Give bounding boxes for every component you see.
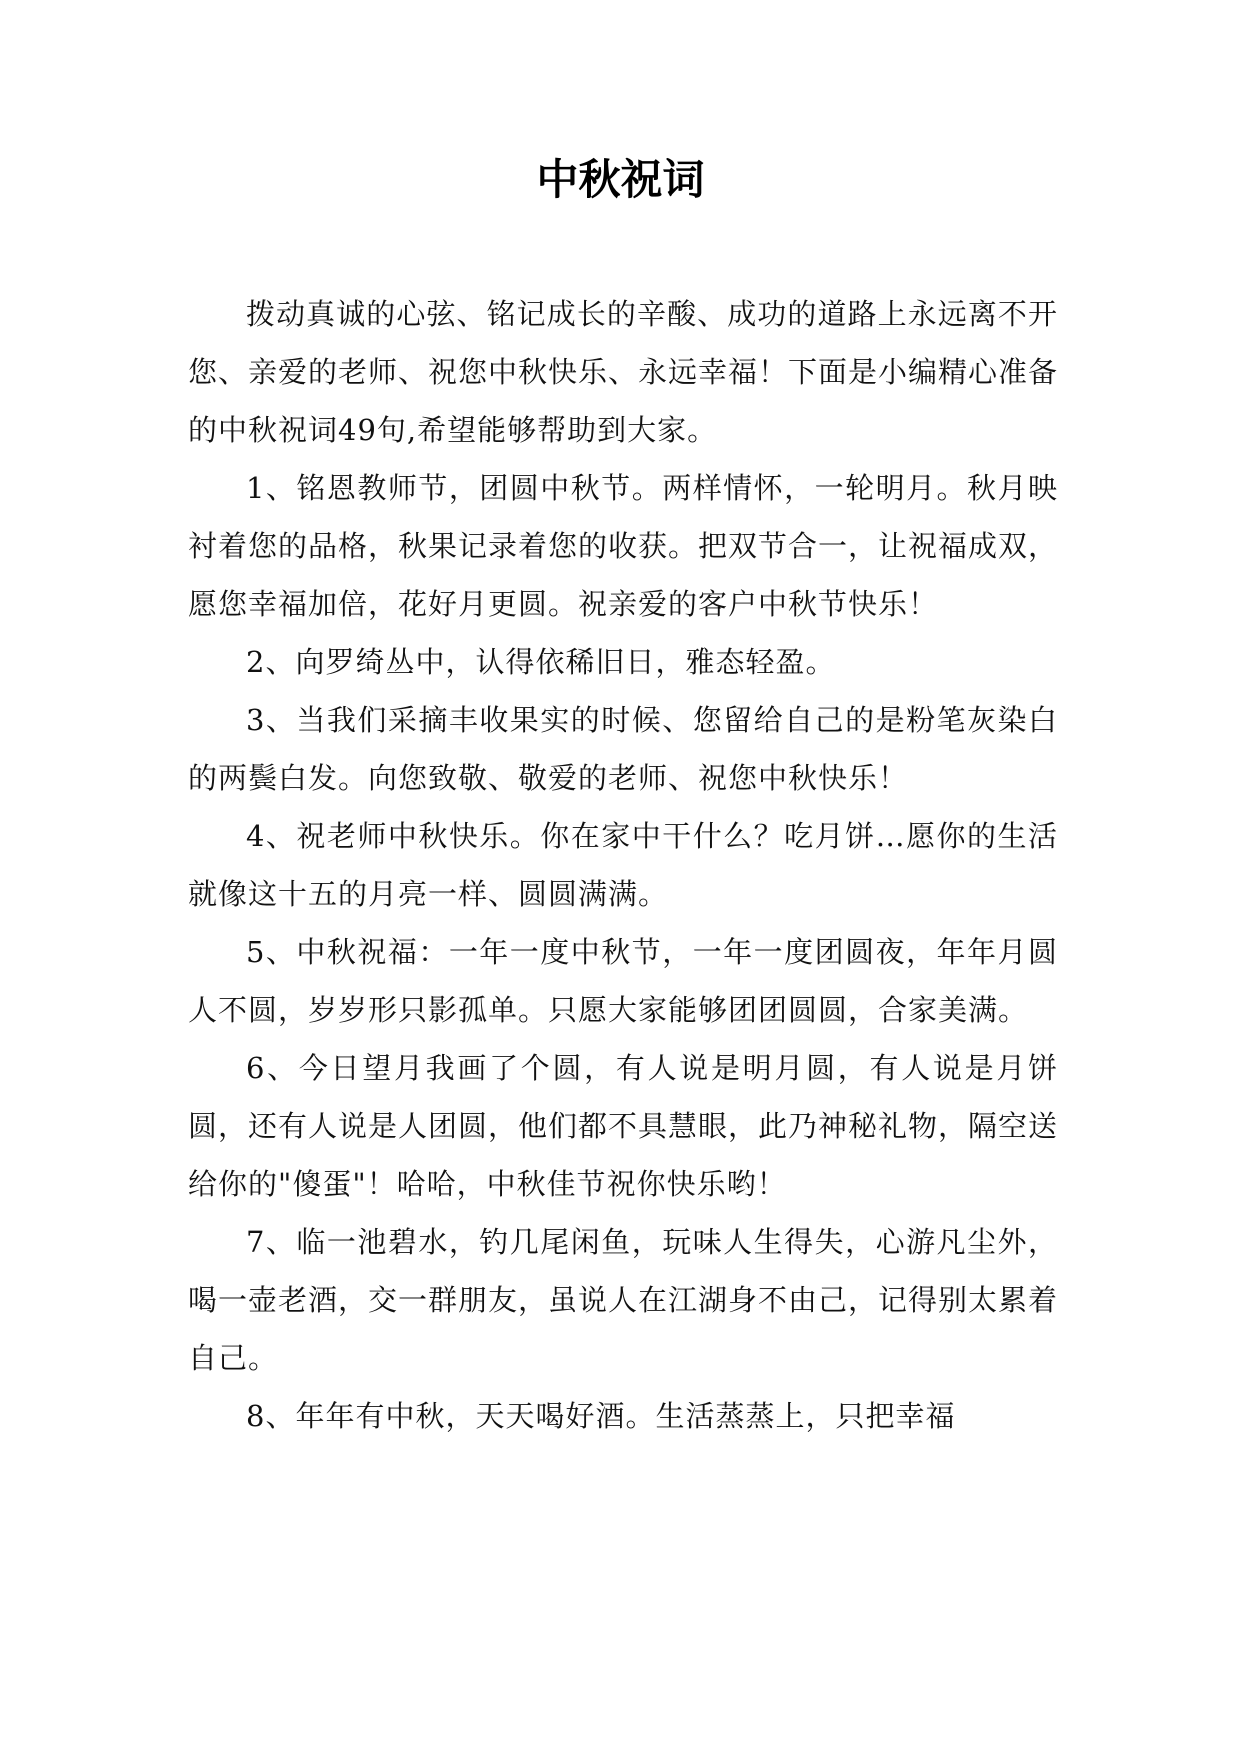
paragraph-6: 6、今日望月我画了个圆，有人说是明月圆，有人说是月饼圆，还有人说是人团圆，他们都不具慧眼，此乃神秘礼物，隔空送给你的"傻蛋"！哈哈，中秋佳节祝你快乐哟！ xyxy=(188,1051,1059,1201)
document-body xyxy=(188,285,1058,1445)
paragraph-4: 4、祝老师中秋快乐。你在家中干什么？吃月饼…愿你的生活就像这十五的月亮一样、圆圆满满。 xyxy=(188,819,1058,911)
paragraph-7: 7、临一池碧水，钓几尾闲鱼，玩味人生得失，心游凡尘外，喝一壶老酒，交一群朋友，虽说人在江湖身不由己，记得别太累着自己。 xyxy=(188,1225,1059,1375)
intro-paragraph: 拨动真诚的心弦、铭记成长的辛酸、成功的道路上永远离不开您、亲爱的老师、祝您中秋快乐、永远幸福！下面是小编精心准备的中秋祝词49句,希望能够帮助到大家。 xyxy=(188,297,1059,447)
paragraph-3: 3、当我们采摘丰收果实的时候、您留给自己的是粉笔灰染白的两鬓白发。向您致敬、敬爱的老师、祝您中秋快乐！ xyxy=(188,703,1058,795)
paragraph-5: 5、中秋祝福：一年一度中秋节，一年一度团圆夜，年年月圆人不圆，岁岁形只影孤单。只愿大家能够团团圆圆，合家美满。 xyxy=(188,935,1058,1027)
paragraph-1: 1、铭恩教师节，团圆中秋节。两样情怀，一轮明月。秋月映衬着您的品格，秋果记录着您的收获。把双节合一，让祝福成双，愿您幸福加倍，花好月更圆。祝亲爱的客户中秋节快乐！ xyxy=(188,471,1059,621)
paragraph-2: 2、向罗绮丛中，认得依稀旧日，雅态轻盈。 xyxy=(246,645,836,679)
document-title: 中秋祝词 xyxy=(536,155,705,204)
paragraph-8: 8、年年有中秋，天天喝好酒。生活蒸蒸上，只把幸福 xyxy=(246,1399,956,1433)
